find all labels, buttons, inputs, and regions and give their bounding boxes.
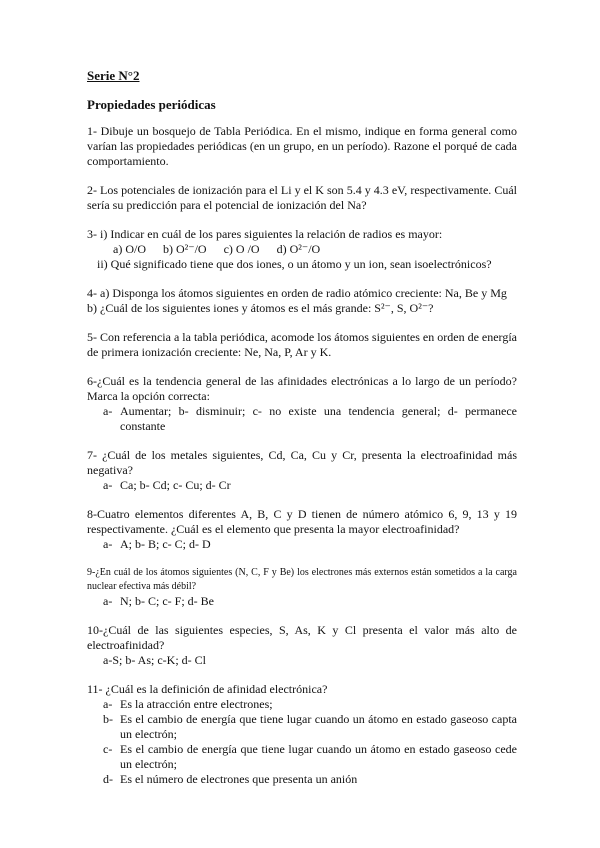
question-6-text: 6-¿Cuál es la tendencia general de las afinidades electrónicas a lo largo de un período? Marca la opción correcta:	[87, 374, 517, 403]
document-page	[87, 68, 517, 801]
question-10-options: a-S; b- As; c-K; d- Cl	[103, 653, 206, 667]
series-title: Serie N°2	[87, 68, 140, 83]
option-marker: a-	[103, 478, 113, 492]
option-marker: a-	[103, 697, 113, 711]
option-marker: c-	[103, 742, 113, 756]
option-item	[87, 478, 517, 493]
question-4-a: 4- a) Disponga los átomos siguientes en orden de radio atómico creciente: Na, Be y Mg	[87, 286, 507, 300]
option-item	[87, 697, 517, 712]
option-text: Aumentar; b- disminuir; c- no existe una tendencia general; d- permanece constante	[120, 404, 517, 433]
section-title: Propiedades periódicas	[87, 97, 216, 112]
options-list	[87, 404, 517, 434]
question-1	[87, 124, 517, 169]
question-1-text: 1- Dibuje un bosquejo de Tabla Periódica. En el mismo, indique en forma general como varían las propiedades periódicas (en un grupo, en un período). Razone el porqué de cada comportamiento.	[87, 124, 517, 168]
options-list	[87, 594, 517, 609]
option-text: Ca; b- Cd; c- Cu; d- Cr	[120, 478, 231, 492]
pair-option: c) O /O	[223, 242, 260, 256]
question-6	[87, 374, 517, 434]
pair-option: d) O²⁻/O	[276, 242, 321, 256]
pair-option: b) O²⁻/O	[163, 242, 207, 256]
option-item	[87, 712, 517, 742]
option-item	[87, 537, 517, 552]
options-list	[87, 478, 517, 493]
option-item	[87, 772, 517, 787]
question-11-text: 11- ¿Cuál es la definición de afinidad electrónica?	[87, 682, 328, 696]
question-9-text: 9-¿En cuál de los átomos siguientes (N, C, F y Be) los electrones más externos están sometidos a la carga nuclear efectiva más débil?	[87, 567, 517, 592]
option-marker: a-	[103, 594, 113, 608]
question-3-intro: 3- i) Indicar en cuál de los pares siguientes la relación de radios es mayor:	[87, 227, 443, 241]
option-marker: a-	[103, 404, 113, 418]
option-text: Es el número de electrones que presenta un anión	[120, 772, 358, 786]
question-3-pairs	[87, 242, 517, 257]
option-text: Es la atracción entre electrones;	[120, 697, 273, 711]
option-text: A; b- B; c- C; d- D	[120, 537, 211, 551]
options-list	[87, 537, 517, 552]
question-5	[87, 330, 517, 360]
question-8-text: 8-Cuatro elementos diferentes A, B, C y D tienen de número atómico 6, 9, 13 y 19 respectivamente. ¿Cuál es el elemento que presenta la mayor electroafinidad?	[87, 507, 517, 536]
option-text: N; b- C; c- F; d- Be	[120, 594, 214, 608]
question-10-text: 10-¿Cuál de las siguientes especies, S, As, K y Cl presenta el valor más alto de electroafinidad?	[87, 623, 517, 652]
option-text: Es el cambio de energía que tiene lugar cuando un átomo en estado gaseoso capta un electrón;	[120, 712, 517, 741]
question-5-text: 5- Con referencia a la tabla periódica, acomode los átomos siguientes en orden de energía de primera ionización creciente: Ne, Na, P, Ar y K.	[87, 330, 517, 359]
option-marker: a-	[103, 537, 113, 551]
pair-option: a) O/O	[113, 242, 146, 256]
question-2-text: 2- Los potenciales de ionización para el Li y el K son 5.4 y 4.3 eV, respectivamente. Cuál sería su predicción para el potencial de ionización del Na?	[87, 183, 517, 212]
options-list	[87, 697, 517, 787]
option-item	[87, 742, 517, 772]
question-4	[87, 286, 517, 316]
question-8	[87, 507, 517, 552]
option-marker: b-	[103, 712, 113, 726]
option-item	[87, 594, 517, 609]
option-text: Es el cambio de energía que tiene lugar cuando un átomo en estado gaseoso cede un electrón;	[120, 742, 517, 771]
question-2	[87, 183, 517, 213]
question-7-text: 7- ¿Cuál de los metales siguientes, Cd, Ca, Cu y Cr, presenta la electroafinidad más negativa?	[87, 448, 517, 477]
question-10	[87, 623, 517, 668]
option-item	[87, 404, 517, 434]
question-9	[87, 566, 517, 609]
option-marker: d-	[103, 772, 113, 786]
question-7	[87, 448, 517, 493]
question-3	[87, 227, 517, 272]
question-4-b: b) ¿Cuál de los siguientes iones y átomos es el más grande: S²⁻, S, O²⁻?	[87, 301, 434, 315]
question-3-sub: ii) Qué significado tiene que dos iones, o un átomo y un ion, sean isoelectrónicos?	[97, 257, 492, 271]
question-11	[87, 682, 517, 787]
